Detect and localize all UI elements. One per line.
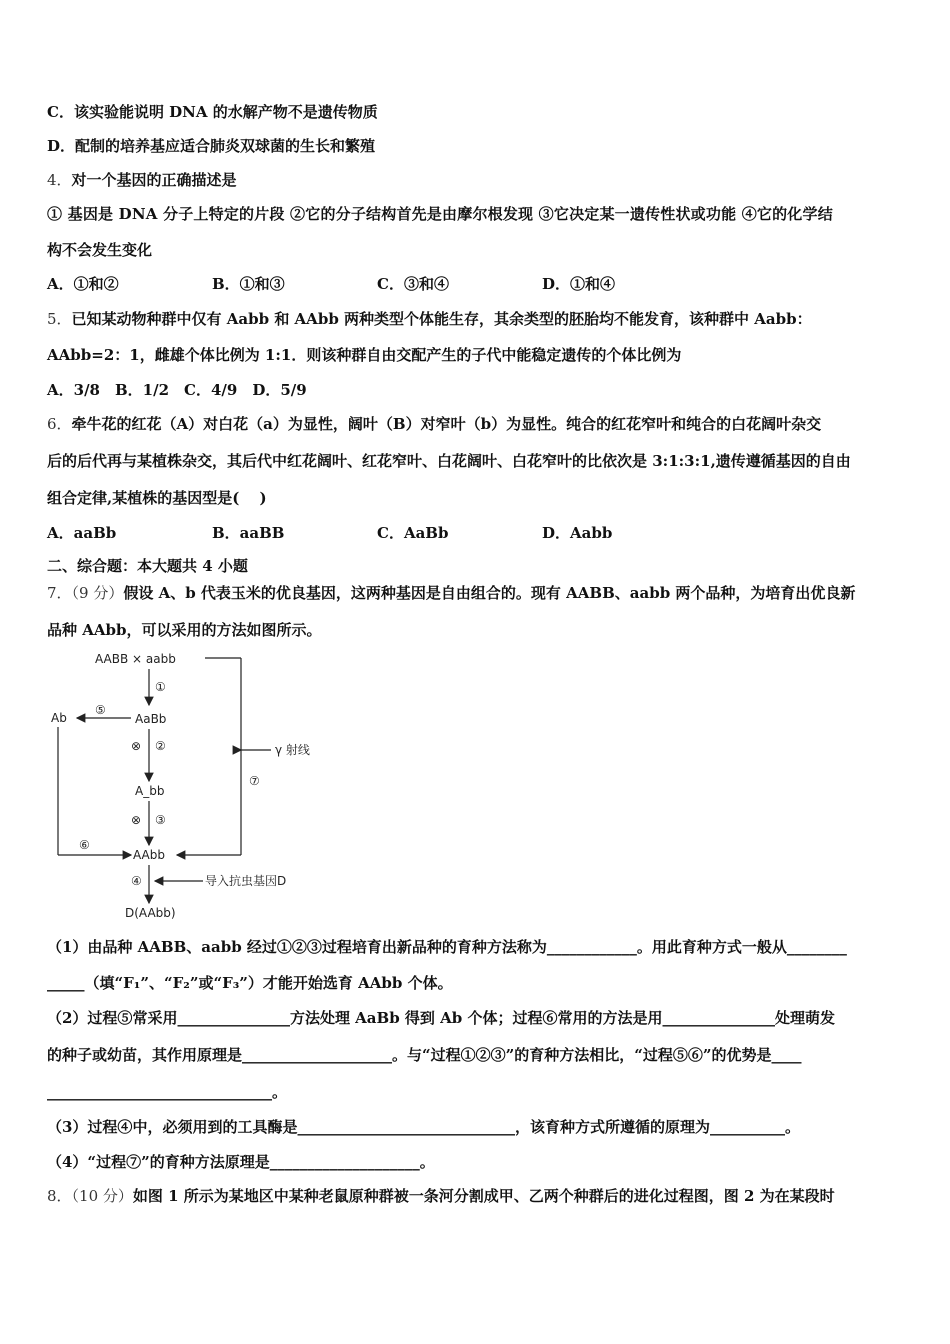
question-text: 如图 1 所示为某地区中某种老鼠原种群被一条河分割成甲、乙两个种群后的进化过程图，图 2 为在某段时 [132,1187,835,1205]
step-6-label: ⑥ [79,838,90,852]
question-number: 5． [47,310,72,328]
q4-option-d: D．①和④ [542,275,616,293]
selfing-1-label: ⊗ [131,739,142,753]
breeding-diagram [45,645,345,925]
option-c-q3: C．该实验能说明 DNA 的水解产物不是遗传物质 [47,103,378,121]
question-text: 假设 A、b 代表玉米的优良基因，这两种基因是自由组合的。现有 AABB、aabb 两个品种，为培育出优良新 [123,584,856,602]
q7-part-1-cont: _____（填“F₁”、“F₂”或“F₃”）才能开始选育 AAbb 个体。 [47,974,453,992]
q6-option-c: C．AaBb [377,524,449,542]
question-6 [47,414,821,434]
gene-insertion-label: 导入抗虫基因D [205,874,287,888]
step-4-label: ④ [131,874,142,888]
final-product-label: D(AAbb) [125,906,176,920]
question-5 [47,309,812,329]
q7-part-3: （3）过程④中，必须用到的工具酶是_____________________________，该育种方式所遵循的原理为__________。 [47,1118,800,1136]
section-2-heading: 二、综合题：本大题共 4 小题 [47,557,248,575]
selfing-2-label: ⊗ [131,813,142,827]
question-5-cont: AAbb=2：1，雌雄个体比例为 1:1．则该种群自由交配产生的子代中能稳定遗传的个体比例为 [47,346,682,364]
question-number: 8．（10 分） [47,1187,133,1205]
q6-option-a: A．aaBb [47,524,117,542]
question-text: 对一个基因的正确描述是 [71,171,237,189]
option-d-q3: D．配制的培养基应适合肺炎双球菌的生长和繁殖 [47,137,376,155]
step-5-label: ⑤ [95,703,106,717]
question-text: 牵牛花的红花（A）对白花（a）为显性，阔叶（B）对窄叶（b）为显性。纯合的红花窄叶和纯合的白花阔叶杂交 [71,415,822,433]
q4-option-c: C．③和④ [377,275,449,293]
q6-option-b: B．aaBB [212,524,285,542]
q7-part-1: （1）由品种 AABB、aabb 经过①②③过程培育出新品种的育种方法称为____________。用此育种方式一般从________ [47,938,847,956]
q7-part-2-cont: 的种子或幼苗，其作用原理是____________________。与“过程①②③”的育种方法相比，“过程⑤⑥”的优势是____ [47,1046,802,1064]
question-8 [47,1186,835,1206]
step-1-label: ① [155,680,166,694]
haploid-label: Ab [51,711,67,725]
gamma-ray-label: γ 射线 [275,743,310,757]
question-6-cont: 后的后代再与某植株杂交，其后代中红花阔叶、红花窄叶、白花阔叶、白花窄叶的比依次是 3:1:3:1,遗传遵循基因的自由 [47,452,851,470]
step-2-label: ② [155,739,166,753]
question-6-cont2: 组合定律,某植株的基因型是( ) [47,489,267,507]
q4-option-a: A．①和② [47,275,119,293]
question-4 [47,170,237,190]
aabb-label: AAbb [133,848,165,862]
question-4-statements-cont: 构不会发生变化 [47,241,153,259]
question-number: 7．（9 分） [47,584,124,602]
question-number: 6． [47,415,72,433]
q7-part-2-cont2: ______________________________。 [47,1083,288,1101]
question-4-statements: ① 基因是 DNA 分子上特定的片段 ②它的分子结构首先是由摩尔根发现 ③它决定某一遗传性状或功能 ④它的化学结 [47,205,833,223]
q7-part-2: （2）过程⑤常采用_______________方法处理 AaBb 得到 Ab 个体；过程⑥常用的方法是用_______________处理萌发 [47,1009,835,1027]
q6-option-d: D．Aabb [542,524,613,542]
step-7-label: ⑦ [249,774,260,788]
question-number: 4． [47,171,72,189]
a-bb-label: A_bb [135,784,165,798]
question-7-cont: 品种 AAbb，可以采用的方法如图所示。 [47,621,322,639]
f1-label: AaBb [135,712,167,726]
question-text: 已知某动物种群中仅有 Aabb 和 AAbb 两种类型个体能生存，其余类型的胚胎均不能发育，该种群中 Aabb： [71,310,812,328]
parents-label: AABB × aabb [95,652,176,666]
q4-option-b: B．①和③ [212,275,285,293]
q7-part-4: （4）“过程⑦”的育种方法原理是____________________。 [47,1153,435,1171]
step-3-label: ③ [155,813,166,827]
question-7 [47,583,855,603]
q5-options: A．3/8 B．1/2 C．4/9 D．5/9 [47,381,307,399]
